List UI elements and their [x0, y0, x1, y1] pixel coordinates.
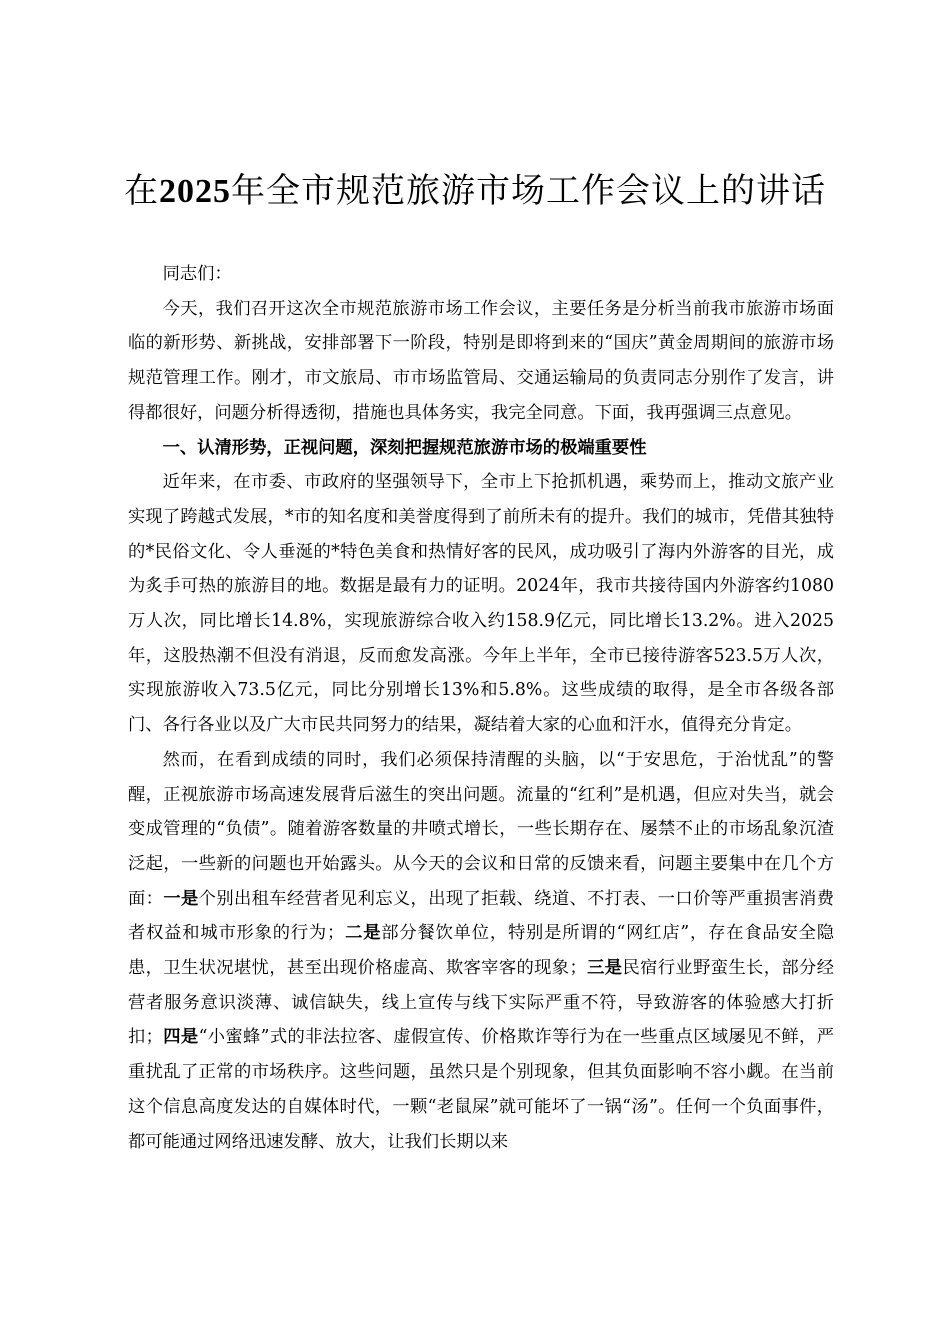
problem-marker-3: 三是	[586, 958, 623, 979]
problem-marker-2: 二是	[344, 923, 382, 944]
document-body	[128, 257, 834, 1159]
problem-marker-1: 一是	[163, 888, 199, 909]
title-prefix: 在	[124, 171, 159, 211]
problem-text-4: “小蜜蜂”式的非法拉客、虚假宣传、价格欺诈等行为在一些重点区域屡见不鲜，严重扰乱了正常的市场秩序。这些问题，虽然只是个别现象，但其负面影响不容小觑。在当前这个信息高度发达的自媒体时代，一颗“老鼠屎”就可能坏了一锅“汤”。任何一个负面事件，都可能通过网络迅速发酵、放大，让我们长期以来	[128, 1027, 834, 1152]
paragraph-opening: 今天，我们召开这次全市规范旅游市场工作会议，主要任务是分析当前我市旅游市场面临的新形势、新挑战，安排部署下一阶段，特别是即将到来的“国庆”黄金周期间的旅游市场规范管理工作。刚才，市文旅局、市市场监管局、交通运输局的负责同志分别作了发言，讲得都很好，问题分析得透彻，措施也具体务实，我完全同意。下面，我再强调三点意见。	[128, 298, 834, 423]
page-title	[120, 168, 830, 215]
section-heading-1: 一、认清形势，正视问题，深刻把握规范旅游市场的极端重要性	[162, 437, 647, 458]
problem-marker-4: 四是	[162, 1027, 199, 1048]
title-suffix: 年全市规范旅游市场工作会议上的讲话	[231, 171, 826, 211]
title-year: 2025	[159, 173, 231, 210]
problem-text-1: 个别出租车经营者见利忘义，出现了拒载、绕道、不打表、一口价等严重损害消费者权益和城市形象的行为；	[128, 888, 834, 944]
paragraph-achievements: 近年来，在市委、市政府的坚强领导下，全市上下抢抓机遇，乘势而上，推动文旅产业实现了跨越式发展，*市的知名度和美誉度得到了前所未有的提升。我们的城市，凭借其独特的*民俗文化、令人垂涎的*特色美食和热情好客的民风，成功吸引了海内外游客的目光，成为炙手可热的旅游目的地。数据是最有力的证明。2024年，我市共接待国内外游客约1080万人次，同比增长14.8%，实现旅游综合收入约158.9亿元，同比增长13.2%。进入2025年，这股热潮不但没有消退，反而愈发高涨。今年上半年，全市已接待游客523.5万人次，实现旅游收入73.5亿元，同比分别增长13%和5.8%。这些成绩的取得，是全市各级各部门、各行各业以及广大市民共同努力的结果，凝结着大家的心血和汗水，值得充分肯定。	[128, 472, 834, 736]
paragraph-problems	[128, 743, 834, 1159]
problem-text-3: 民宿行业野蛮生长，部分经营者服务意识淡薄、诚信缺失，线上宣传与线下实际严重不符，导致游客的体验感大打折扣；	[128, 958, 834, 1048]
problems-intro: 然而，在看到成绩的同时，我们必须保持清醒的头脑，以“于安思危，于治忧乱”的警醒，正视旅游市场高速发展背后滋生的突出问题。流量的“红利”是机遇，但应对失当，就会变成管理的“负债”。随着游客数量的井喷式增长，一些长期存在、屡禁不止的市场乱象沉渣泛起，一些新的问题也开始露头。从今天的会议和日常的反馈来看，问题主要集中在几个方面：	[128, 749, 834, 909]
problem-text-2: 部分餐饮单位，特别是所谓的“网红店”，存在食品安全隐患，卫生状况堪忧，甚至出现价格虚高、欺客宰客的现象；	[128, 923, 834, 979]
salutation: 同志们：	[162, 264, 232, 284]
